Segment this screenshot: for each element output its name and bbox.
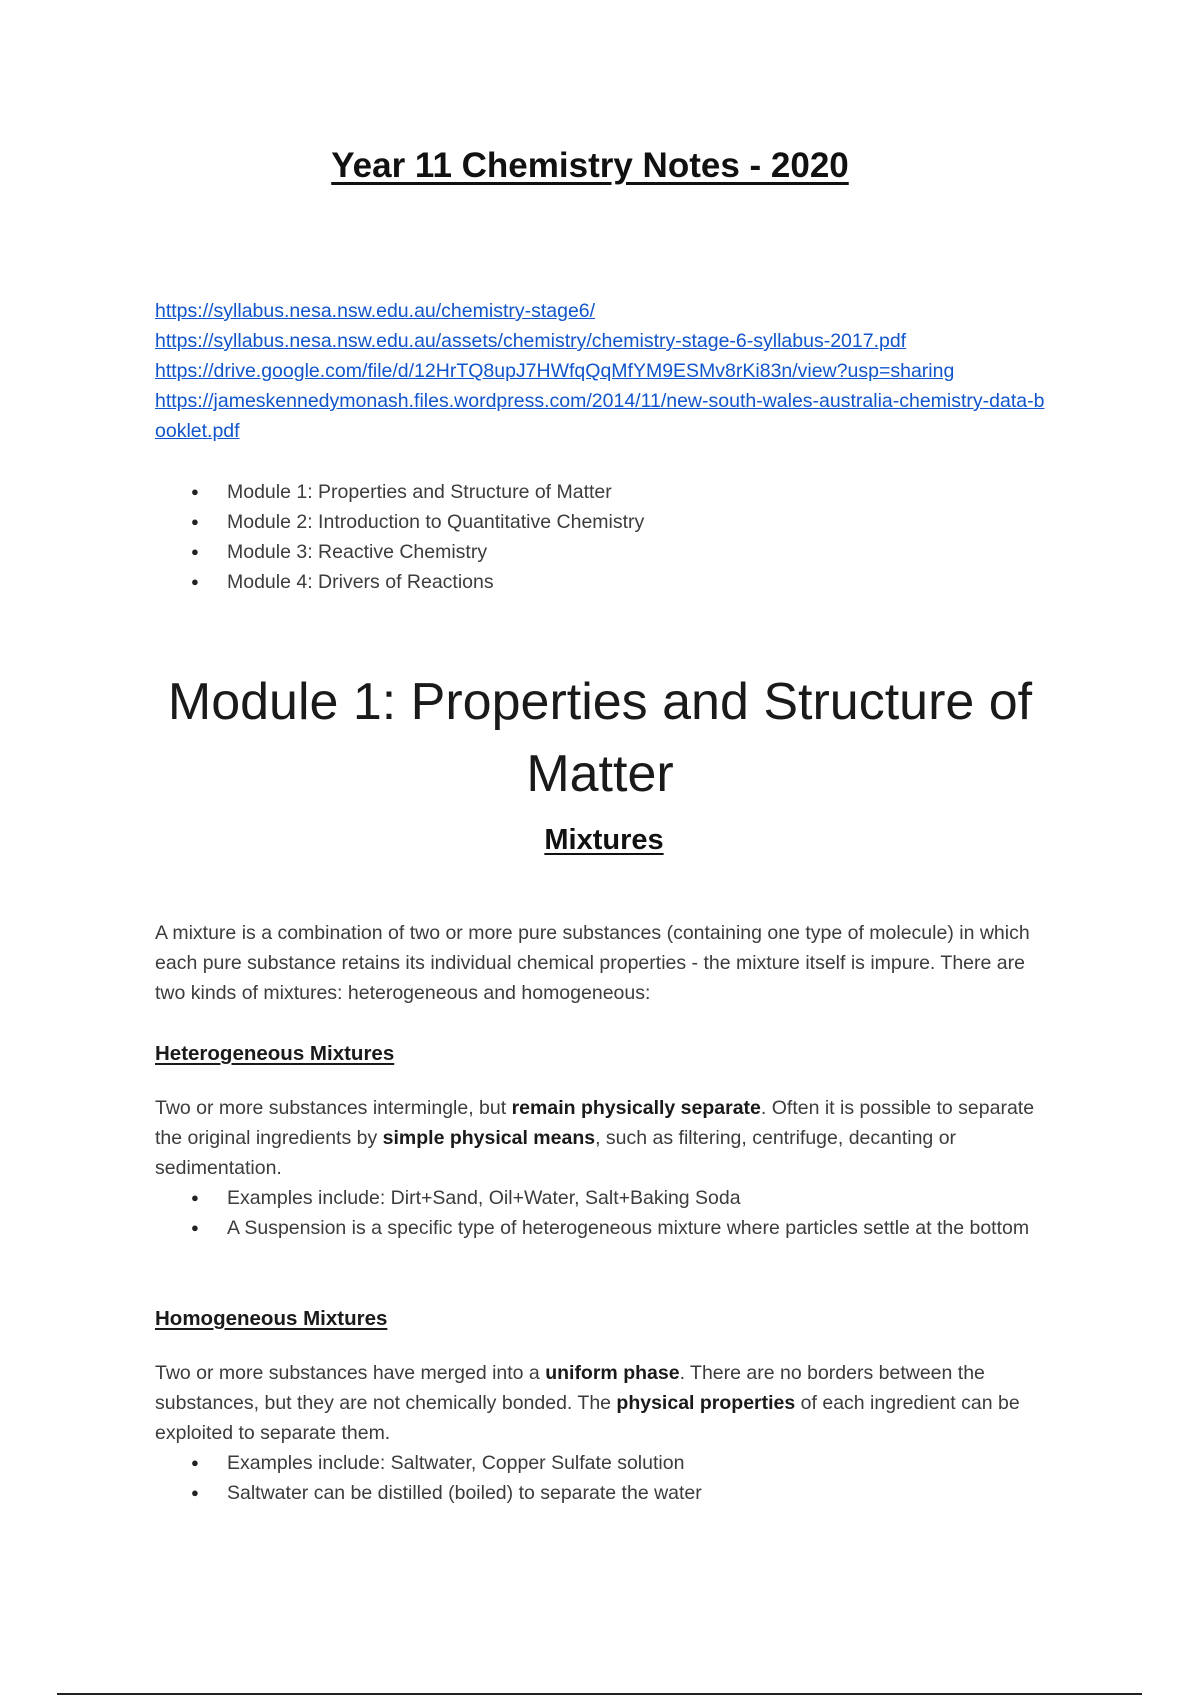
text-run: . Often it is possible to separate the original ingredients by [155,1097,1035,1149]
text-run: of each ingredient can be exploited to separate them. [155,1392,1020,1444]
homogeneous-section [155,1358,1060,1508]
bullet-item: ● A Suspension is a specific type of heterogeneous mixture where particles settle at the bottom [155,1213,1060,1243]
heterogeneous-bullets [155,1183,1060,1243]
module-list-item: ● Module 3: Reactive Chemistry [155,537,1055,567]
text-run: , such as filtering, centrifuge, decanting or sedimentation. [155,1127,957,1179]
text-run: Two or more substances have merged into a [155,1362,546,1384]
module-list-item: ● Module 1: Properties and Structure of Matter [155,477,1055,507]
page-bottom-rule [57,1693,1142,1695]
heterogeneous-heading: Heterogeneous Mixtures [155,1042,395,1065]
bold-term: remain physically separate [511,1097,761,1119]
heterogeneous-paragraph [155,1093,1060,1183]
module-list-item: ● Module 4: Drivers of Reactions [155,567,1055,597]
bold-term: uniform phase [545,1362,680,1384]
intro-paragraph [155,918,1060,1008]
bold-term: simple physical means [382,1127,596,1149]
module-list [155,477,1055,597]
homogeneous-paragraph [155,1358,1060,1448]
homogeneous-heading: Homogeneous Mixtures [155,1307,388,1330]
bullet-item: ● Examples include: Saltwater, Copper Sulfate solution [155,1448,1060,1478]
module-list-item: ● Module 2: Introduction to Quantitative Chemistry [155,507,1055,537]
link-syllabus-pdf[interactable]: https://syllabus.nesa.nsw.edu.au/assets/chemistry/chemistry-stage-6-syllabus-2017.pdf [155,330,907,352]
bullet-item: ● Saltwater can be distilled (boiled) to separate the water [155,1478,1060,1508]
bold-term: physical properties [616,1392,796,1414]
module-heading: Module 1: Properties and Structure of Matter [167,673,1033,803]
heterogeneous-section [155,1093,1060,1243]
text-run: . There are no borders between the substances, but they are not chemically bonded. The [155,1362,985,1414]
reference-links [155,296,1055,446]
link-syllabus-page[interactable]: https://syllabus.nesa.nsw.edu.au/chemistry-stage6/ [155,300,596,322]
link-google-drive[interactable]: https://drive.google.com/file/d/12HrTQ8upJ7HWfqQqMfYM9ESMv8rKi83n/view?usp=sharing [155,360,955,382]
homogeneous-bullets [155,1448,1060,1508]
section-heading: Mixtures [544,824,664,856]
document-title: Year 11 Chemistry Notes - 2020 [331,146,849,185]
text-run: Two or more substances intermingle, but [155,1097,512,1119]
intro-text: A mixture is a combination of two or more pure substances (containing one type of molecule) in which each pure substance retains its individual chemical properties - the mixture itself is impure. There are two kinds of mixtures: heterogeneous and homogeneous: [155,922,1030,1004]
bullet-item: ● Examples include: Dirt+Sand, Oil+Water, Salt+Baking Soda [155,1183,1060,1213]
link-data-booklet[interactable]: https://jameskennedymonash.files.wordpress.com/2014/11/new-south-wales-australia-chemistry-data-booklet.pdf [155,390,1045,442]
